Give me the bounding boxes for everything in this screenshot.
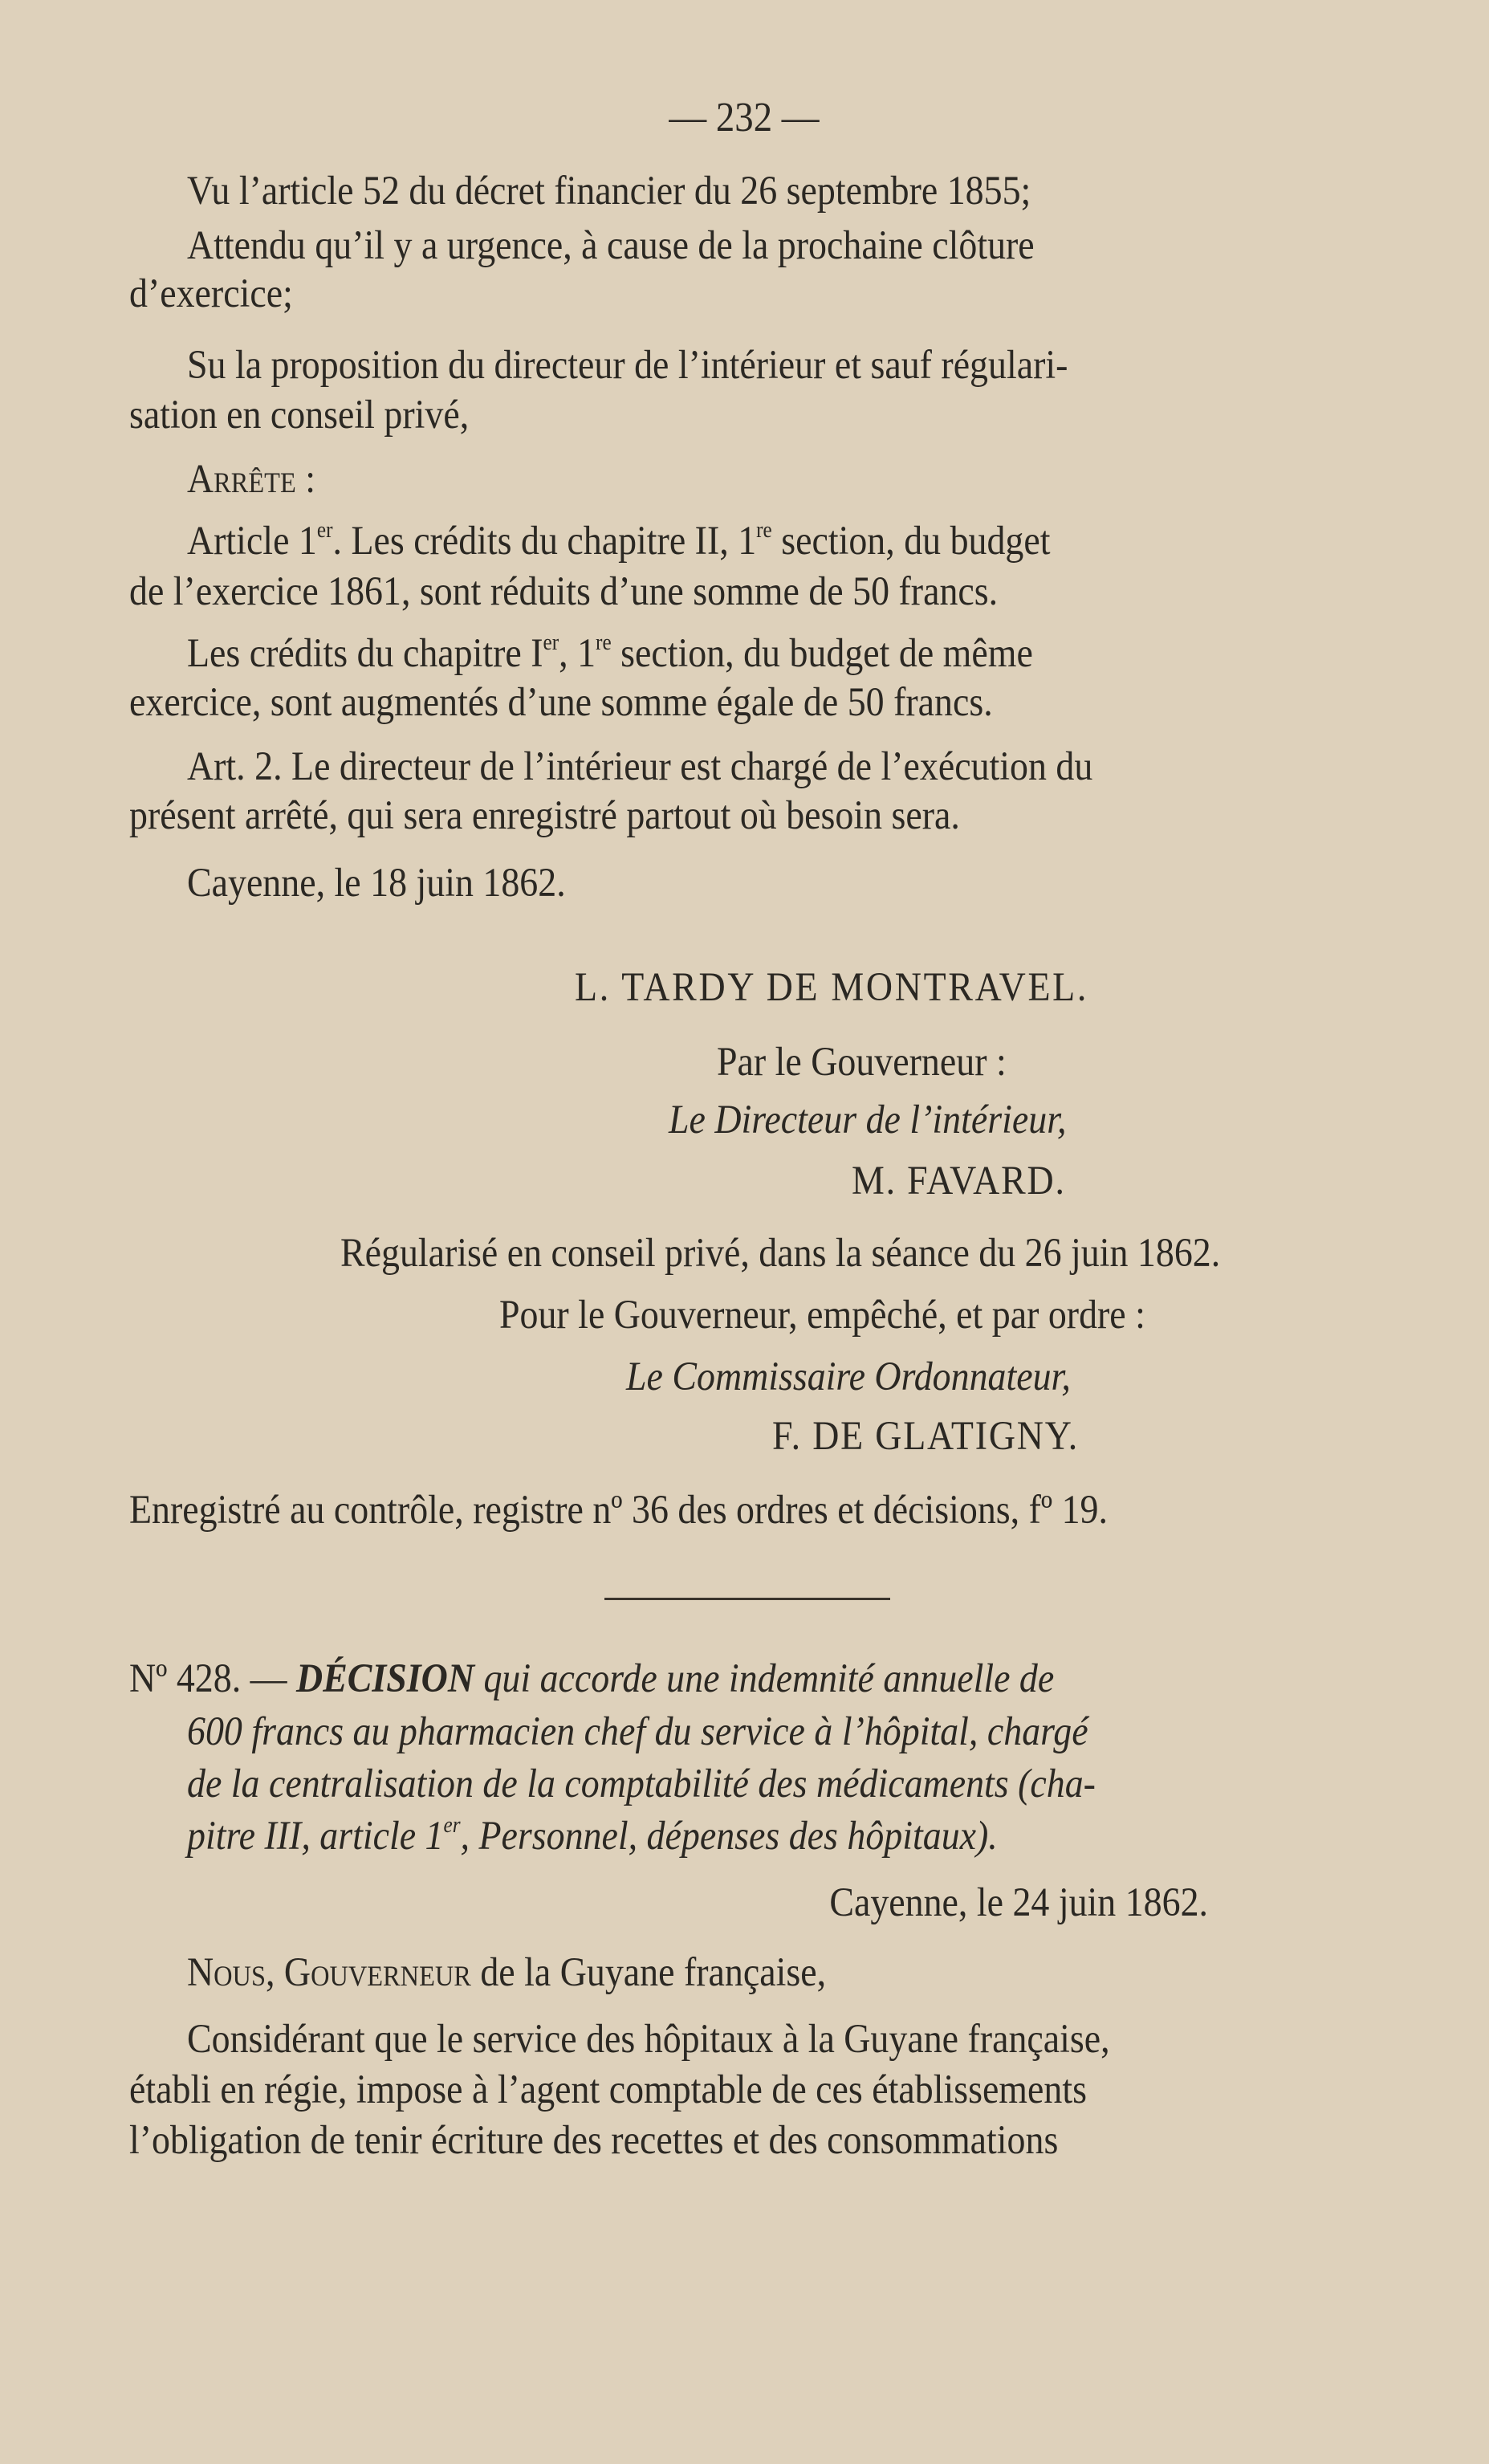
text-segment: pitre III, article 1 [187,1814,444,1859]
text-segment: , Personnel, dépenses des hôpitaux). [460,1814,998,1859]
text-line: de la centralisation de la comptabilité des médicaments (cha- [187,1761,1096,1806]
section-divider [604,1598,890,1600]
text-line: Art. 2. Le directeur de l’intérieur est chargé de l’exécution du [187,744,1093,789]
text-segment: Nº 428. — [129,1656,297,1701]
text-segment: Nous, [187,1950,284,1995]
text-line [187,518,1051,564]
decision-heading [129,1656,1054,1702]
text-line [187,1949,826,1996]
superscript: er [316,517,333,543]
date-line: Cayenne, le 24 juin 1862. [829,1880,1208,1925]
text-segment: section, du budget de même [611,631,1033,676]
text-line: 600 francs au pharmacien chef du service à l’hôpital, chargé [187,1709,1088,1754]
text-line: exercice, sont augmentés d’une somme égale de 50 francs. [129,680,993,725]
registration-note: Enregistré au contrôle, registre nº 36 des ordres et décisions, fº 19. [129,1488,1108,1533]
text-line: Su la proposition du directeur de l’intérieur et sauf régulari- [187,343,1068,388]
text-segment: . Les crédits du chapitre II, 1 [332,519,757,564]
text-segment: section, du budget [771,519,1051,564]
text-line: établi en régie, impose à l’agent comptable de ces établissements [129,2067,1087,2112]
page-number: — 232 — [669,95,820,141]
text-line [187,630,1033,677]
text-segment: Gouverneur [283,1950,471,1995]
text-segment: de la Guyane française, [470,1950,827,1995]
superscript: er [443,1812,461,1838]
text-segment: , 1 [559,631,596,676]
text-line: Par le Gouverneur : [717,1040,1007,1085]
superscript: er [543,629,559,655]
signatory-title: Le Directeur de l’intérieur, [669,1098,1067,1142]
signature-name: F. DE GLATIGNY. [772,1414,1080,1459]
text-line: de l’exercice 1861, sont réduits d’une somme de 50 francs. [129,569,999,614]
text-segment: Les crédits du chapitre I [187,631,543,676]
signature-name: L. TARDY DE MONTRAVEL. [575,965,1089,1010]
text-line: Vu l’article 52 du décret financier du 26 septembre 1855; [187,169,1031,214]
text-line: l’obligation de tenir écriture des recettes et des consommations [129,2118,1059,2163]
superscript: re [756,517,772,543]
superscript: re [596,629,612,655]
text-segment: Article 1 [187,519,317,564]
signature-name: M. FAVARD. [852,1159,1066,1203]
text-line: d’exercice; [129,271,293,316]
text-line: Considérant que le service des hôpitaux à la Guyane française, [187,2017,1110,2062]
text-line: sation en conseil privé, [129,393,470,438]
text-line [187,1813,998,1859]
text-line: Cayenne, le 18 juin 1862. [187,861,566,906]
decision-label: DÉCISION [296,1656,474,1701]
text-line: Attendu qu’il y a urgence, à cause de la prochaine clôture [187,223,1035,268]
text-line: Pour le Gouverneur, empêché, et par ordre : [499,1293,1145,1338]
text-line: présent arrêté, qui sera enregistré partout où besoin sera. [129,793,960,838]
text-line: Régularisé en conseil privé, dans la séance du 26 juin 1862. [340,1231,1221,1276]
text-segment: qui accorde une indemnité annuelle de [474,1656,1055,1701]
arrete-heading: Arrête : [187,457,315,502]
signatory-title: Le Commissaire Ordonnateur, [626,1354,1071,1399]
